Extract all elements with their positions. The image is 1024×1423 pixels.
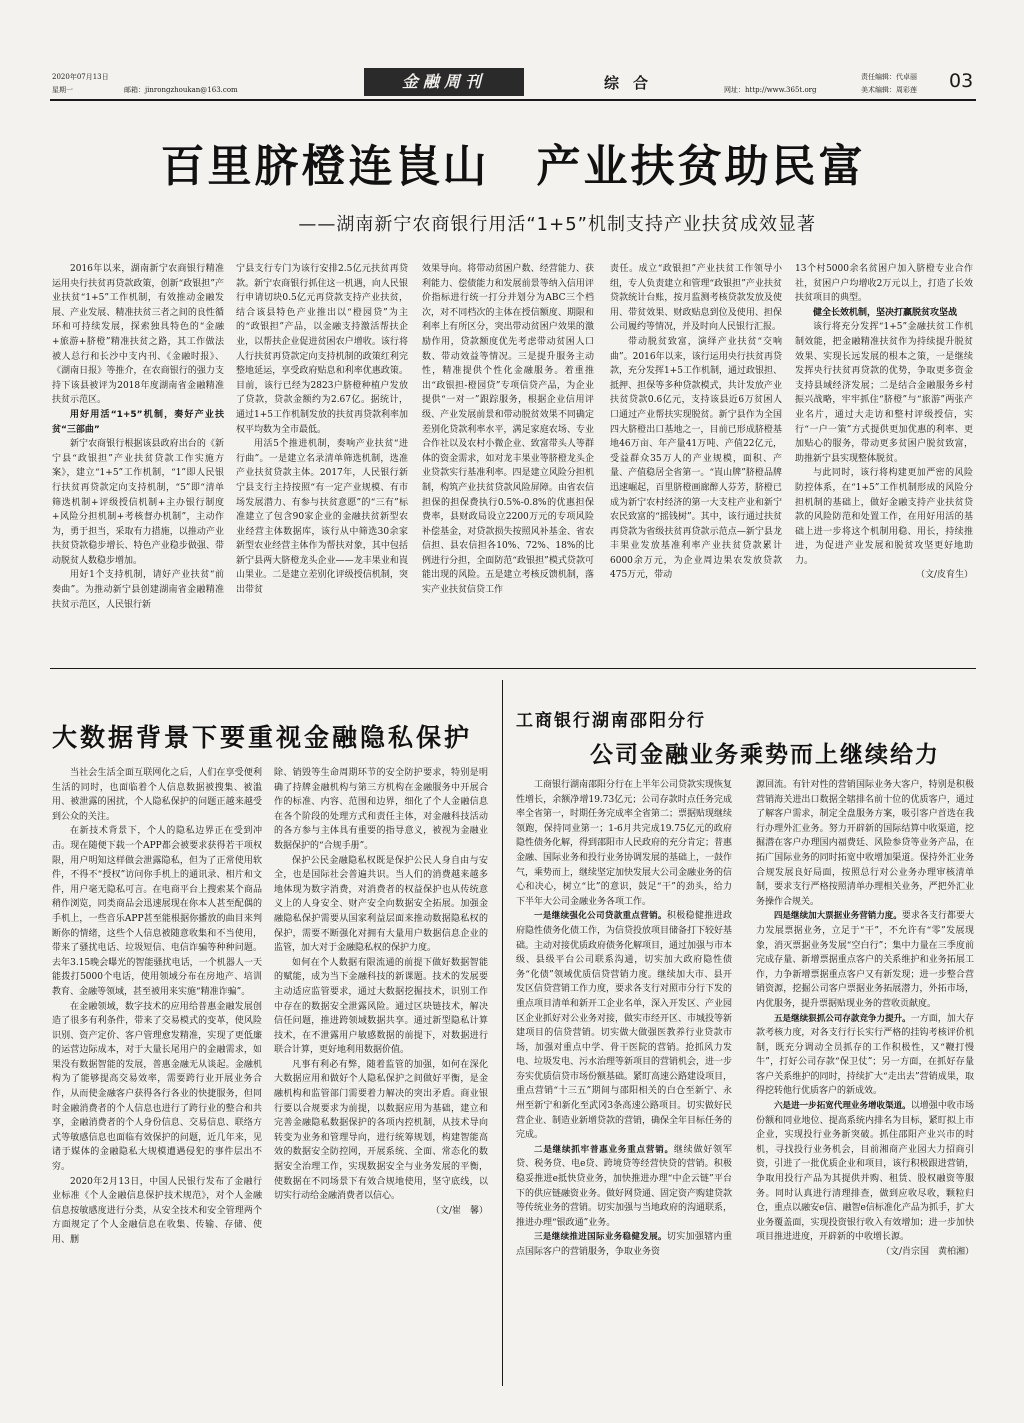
paragraph: 与此同时，该行将构建更加严密的风险防控体系，在“1+5”工作机制形成的风险分担机制的基础上，做好金融支持产业扶贫贷款的风险防范和处置工作，在用好用活的基础上进一步将这个机制用稳、用长，持续推进，为促进产业发展和脱贫攻坚更好地助力。 <box>795 468 973 566</box>
byline: （文/崔 馨） <box>430 1205 488 1216</box>
page-number: 03 <box>949 70 974 92</box>
paragraph: 责任。成立“政银担”产业扶贫工作领导小组，专人负责建立和管理“政银担”产业扶贫贷款统计台账，按月监测考核贷款发放及使用、带贫效果、财政贴息到位及使用、担保公司履约等情况，并及时向人民银行汇报。 <box>610 264 782 333</box>
paragraph: 带动脱贫致富，演绎产业扶贫“交响曲”。2016年以来，该行运用央行扶贫再贷款，充分发挥1+5工作机制，通过政银担、抵押、担保等多种贷款模式，共计发放产业扶贫贷款0.6亿元，支持该县近6万贫困人口通过产业帮扶实现脱贫。新宁县作为全国四大脐橙出口基地之一，目前已形成脐橙基地46万亩、年产量41万吨、产值22亿元，受益群众35万人的产业规模，面积、产量、产值稳居全省第一。“崀山牌”脐橙品牌迅速崛起，百里脐橙画廊醉人芬芳，脐橙已成为新宁农村经济的第一大支柱产业和新宁农民致富的“摇钱树”。其中，该行通过扶贫再贷款为省级扶贫再贷款示范点—新宁县龙丰果业发放基准利率产业扶贫贷款累计6000余万元，为企业周边果农发放贷款475万元，带动 <box>610 336 782 581</box>
article-headline: 公司金融业务乘势而上继续给力 <box>590 742 940 768</box>
paragraph: 在新技术背景下，个人的隐私边界正在受到冲击。现在随便下载一个APP都会被要求获得若干项权限，用户明知这样做会泄露隐私，但为了正常使用软件，不得不“授权”访问你手机上的通讯录、相片和文件，用户毫无隐私可言。在电商平台上搜索某个商品稍作浏览，同类商品会迅速展现在你本人甚至配偶的手机上，一些音乐APP甚至能根据你播放的曲目来判断你的情绪，这些个人信息被随意收集和不当使用，带来了骚扰电话、垃圾短信、电信诈骗等种种问题。去年3.15晚会曝光的智能骚扰电话，一个机器人一天能拨打5000个电话，使用领域分布在房地产、培训教育、金融等领域，甚至被用来实施“精准诈骗”。 <box>52 826 262 997</box>
section-divider <box>50 668 976 669</box>
paper-logo: 金融周刊 <box>364 68 524 96</box>
paragraph: 以增强中收市场份额和同业地位、提高系统内排名为目标，紧盯拟上市企业，实现投行业务新突破。抓住邵阳产业兴市的时机，寻找投行业务机会，目前湘商产业园大力招商引资，引进了一批优质企业和项目，该行积极跟进营销，争取用投行产品为其提供并购、租赁、股权融资等服务。同时认真进行清理排查，做到应收尽收，颗粒归仓，重点以融安e信、融智e信标准化产品为抓手，扩大业务覆盖面，实现投资银行收入有效增加；进一步加快项目推进进度，开辟新的中收增长源。 <box>756 1101 974 1243</box>
lead-subheadline: ——湖南新宁农商银行用活“1+5”机制支持产业扶贫成效显著 <box>298 214 816 235</box>
issue-weekday: 星期一 <box>52 86 73 94</box>
paragraph: 13个村5000余名贫困户加入脐橙专业合作社，贫困户户均增收2万元以上，打造了长效扶贫项目的典型。 <box>795 264 973 304</box>
art-editor-credit: 美术编辑：周彩莲 <box>861 86 917 94</box>
paragraph: 继续做好领军贷、税务贷、电e贷、跨境贷等经营快贷的营销。积极稳妥推进e抵快贷业务，加快推进办理“中企云链”平台下的供应链融资业务。做好网贷通、固定资产购建贷款等传统业务的营销。切实加强与当地政府的沟通联系，推进办理“银政通”业务。 <box>516 1144 732 1228</box>
editor-credit: 责任编辑：代卓丽 <box>861 73 917 81</box>
subheading: 三是继续推进国际业务稳健发展。 <box>534 1232 667 1243</box>
privacy-column-1 <box>52 766 262 1378</box>
paragraph: 保护公民金融隐私权既是保护公民人身自由与安全，也是国际社会普遍共识。当人们的消费越来越多地体现为数字消费，对消费者的权益保护也从传统意义上的人身安全、财产安全向数据安全拓展。加强金融隐私保护需要从国家利益层面来推动数据隐私权的保护，需要不断强化对拥有大量用户数据信息企业的监管，加大对于金融隐私权的保护力度。 <box>274 855 488 954</box>
article-kicker: 工商银行湖南邵阳分行 <box>516 711 706 731</box>
lead-column-1 <box>52 262 224 660</box>
paragraph: 要求各支行都要大力发展票据业务，立足于“干”，不允许有“零”发展现象，消灭票据业务发展“空白行”；集中力量在三季度前完成存量、新增票据重点客户的关系维护和业务拓展工作，力争新增票据重点客户又有新发现；进一步整合营销资源，挖掘公司客户票据业务拓展潜力，外拓市场，内优服务，提升票据贴现业务的营收贡献度。 <box>756 911 974 1009</box>
paragraph: 如何在个人数据有限流通的前提下做好数据智能的赋能，成为当下金融科技的新课题。技术的发展要主动适应监管要求，通过大数据挖掘技术，识别工作中存在的数据安全泄露风险。通过区块链技术，解决信任问题，推进跨领域数据共享。通过新型隐私计算技术，在不泄露用户敏感数据的前提下，对数据进行联合计算，更好地利用数据价值。 <box>274 957 488 1056</box>
lead-column-3 <box>422 262 594 660</box>
subheading: 六是进一步拓宽代理业务增收渠道。 <box>774 1101 911 1112</box>
paragraph: 凡事有利必有弊，随着监管的加强，如何在深化大数据应用和做好个人隐私保护之间做好平衡，是金融机构和监管部门需要着力解决的突出矛盾。商业银行要以合规要求为前提，以数据应用为基础，建立和完善金融隐私数据保护的各项内控机制，从技术导向转变为业务和管理导向，进行统筹规划，构建智能高效的数据安全防控网，开展系统、全面、常态化的数据安全治理工作，实现数据安全与业务发展的平衡，使数据在不同场景下有效合规地使用，坚守底线，以切实行动给金融消费者以信心。 <box>274 1059 488 1202</box>
subheading: 五是继续狠抓公司存款竞争力提升。 <box>774 1013 911 1024</box>
column-divider <box>502 680 503 1386</box>
paragraph: 工商银行湖南邵阳分行在上半年公司贷款实现恢复性增长，余额净增19.73亿元；公司存款时点任务完成率全省第一，时期任务完成率全省第二；票据贴现继续领跑，保持同业第一；1-6月共完成19.75亿元的政府隐性债务化解，得到邵阳市人民政府的充分肯定；普惠金融、国际业务和投行业务协调发展的基础上，一鼓作气，乘势而上，继续坚定加快发展大公司金融业务的信心和决心，树立“比”的意识，鼓足“干”的劲头，给力下半年大公司金融业务各项工作。 <box>516 780 732 907</box>
website: 网址：http://www.365t.org <box>724 86 817 94</box>
icbc-column-1 <box>516 778 732 1378</box>
masthead-rule <box>50 99 976 101</box>
paragraph: 2016年以来，湖南新宁农商银行精准运用央行扶贫再贷款政策，创新“政银担”产业扶贫“1+5”工作机制，有效推动金融发展、产业发展、精准扶贫三者之间的良性循环和可持续发展，探索独具特色的“金融+旅游+脐橙”精准扶贫之路，其工作做法被人总行和长沙中支内刊、《金融时报》、《湖南日报》等推介，在农商银行的强力支持下该县被评为2018年度湖南省金融精准扶贫示范区。 <box>52 264 224 406</box>
masthead <box>52 68 976 98</box>
subheading: 二是继续抓牢普惠业务重点营销。 <box>534 1144 674 1155</box>
article-headline: 大数据背景下要重视金融隐私保护 <box>52 723 473 752</box>
byline: （文/肖宗国 黄柏湘） <box>880 1247 974 1257</box>
issue-date: 2020年07月13日 <box>52 73 109 81</box>
paragraph: 该行将充分发挥“1+5”金融扶贫工作机制效能，把金融精准扶贫作为持续提升脱贫效果、实现长远发展的根本之策，一是继续发挥央行扶贫再贷款的优势，争取更多资金支持县域经济发展；二是结合金融服务乡村振兴战略，牢牢抓住“脐橙”与“旅游”两张产业名片，通过大走访和整村评级授信，实行“一户一策”方式提供更加优惠的利率、更加贴心的服务，带动更多贫困户脱贫致富，助推新宁县实现整体脱贫。 <box>795 322 973 464</box>
section-heading: 健全长效机制，坚决打赢脱贫攻坚战 <box>813 307 958 318</box>
paragraph: 除、销毁等生命周期环节的安全防护要求，特别是明确了持牌金融机构与第三方机构在金融服务中开展合作的标准、内容、范围和边界，细化了个人金融信息在各个阶段的处理方式和责任主体，对金融科技活动的各方参与主体具有重要的指导意义，被视为金融业数据保护的“合规手册”。 <box>274 768 488 851</box>
icbc-column-2 <box>756 778 974 1378</box>
subheading: 四是继续加大票据业务营销力度。 <box>774 911 902 922</box>
privacy-column-2 <box>274 766 488 1378</box>
section-name: 综合 <box>604 74 663 92</box>
lead-column-2 <box>236 262 408 660</box>
paragraph: 用活5个推进机制，奏响产业扶贫“进行曲”。一是建立名录清单筛选机制，选准产业扶贫贷款主体。2017年，人民银行新宁县支行主持按照“有一定产业规模、有市场发展潜力、有参与扶贫意愿”的“三有”标准建立了包含90家企业的金融扶贫新型农业经营主体数据库，该行从中筛选30余家新型农业经营主体作为帮扶对象，其中包括新宁县两大脐橙龙头企业——龙丰果业和崀山果业。二是建立差别化评级授信机制，突出带贫 <box>236 439 408 596</box>
contact-email: 邮箱：jinrongzhoukan@163.com <box>124 86 238 94</box>
lead-column-5 <box>795 262 973 660</box>
lead-headline: 百里脐橙连崀山 产业扶贫助民富 <box>160 141 866 192</box>
section-heading: 用好用活“1+5”机制，奏好产业扶贫“三部曲” <box>52 409 224 435</box>
paragraph: 一方面，加大存款考核力度，对各支行行长实行严格的挂钩考核评价机制，既充分调动全员抓存的工作积极性，又“鞭打慢牛”，打好公司存款“保卫仗”；另一方面，在抓好存量客户关系维护的同时，持续扩大“走出去”营销成果，取得挖转他行优质客户的新成效。 <box>756 1013 974 1097</box>
paragraph: 宁县支行专门为该行安排2.5亿元扶贫再贷款。新宁农商银行抓住这一机遇，向人民银行申请切块0.5亿元再贷款支持产业扶贫，结合该县特色产业推出以“橙园贷”为主的“政银担”产品，以金融支持激活帮扶企业，以帮扶企业促进贫困农户增收。该行将人行扶贫再贷款定向支持机制的政策红利完整地延运，享受政府贴息和利率优惠政策。目前，该行已经为2823户脐橙种植户发放了贷款，贷款金额约为2.67亿。据统计，通过1+5工作机制发放的扶贫再贷款利率加权平均数为全市最低。 <box>236 264 408 435</box>
paragraph: 用好1个支持机制，请好产业扶贫“前奏曲”。为推动新宁县创建湖南省金融精准扶贫示范区，人民银行新 <box>52 570 224 610</box>
paragraph: 切实加强辖内重点国际客户的营销服务，争取业务资 <box>516 1232 732 1257</box>
paragraph: 源回流。有针对性的营销国际业务大客户，特别是积极营销海关进出口数据全辖排名前十位的优质客户，通过了解客户需求，制定全盘服务方案，吸引客户首选在我行办理外汇业务。努力开辟新的国际结算中收渠道，挖掘潜在客户办理国内福费廷、风险参贷等业务产品，在拓广国际业务的同时拓宽中收增加渠道。保持外汇业务合规发展良好局面，按照总行对公业务办理审核清单制，要求支行严格按照清单办理相关业务，严把外汇业务操作合规关。 <box>756 780 974 907</box>
paragraph: 当社会生活全面互联网化之后，人们在享受便利生活的同时，也面临着个人信息数据被搜集、被滥用、被泄露的困扰，个人隐私保护的问题正越来越受到公众的关注。 <box>52 768 262 822</box>
paragraph: 效果导向。将带动贫困户数、经营能力、获利能力、偿债能力和发展前景等纳入信用评价指标进行统一打分并划分为ABC三个档次，对不同档次的主体在授信额度、期限和利率上有所区分，突出带动贫困户效果的激励作用，贷款额度优先考虑带动贫困人口数、带动效益等情况。三是提升服务主动性，精准提供个性化金融服务。着重推出“政银担-橙园贷”专项信贷产品，为企业提供“一对一”跟踪服务，根据企业信用评级、产业发展前景和带动脱贫效果不同确定差别化贷款利率水平，满足家庭农场、专业合作社以及农村小微企业、致富带头人等群体的资金需求，如对龙丰果业等脐橙龙头企业贷款实行基准利率。四是建立风险分担机制，构筑产业扶贫贷款风险屏障。由省农信担保的担保费执行0.5%-0.8%的优惠担保费率，县财政局设立2200万元的专项风险补偿基金，对贷款损失按照风补基金、省农信担、县农信担各10%、72%、18%的比例进行分担，全面防范“政银担”模式贷款可能出现的风险。五是建立考核反馈机制，落实产业扶贫信贷工作 <box>422 264 594 596</box>
paragraph: 2020年2月13日，中国人民银行发布了金融行业标准《个人金融信息保护技术规范》，对个人金融信息按敏感度进行分类，从安全技术和安全管理两个方面规定了个人金融信息在收集、传输、存储、使用、删 <box>52 1176 262 1245</box>
byline: （文/皮育生） <box>915 570 973 581</box>
paragraph: 新宁农商银行根据该县政府出台的《新宁县“政银担”产业扶贫贷款工作实施方案》，建立“1+5”工作机制，“1”即人民银行扶贫再贷款定向支持机制，“5”即“清单筛选机制+评级授信机制+主办银行制度+风险分担机制+考核督办机制”，主动作为，勇于担当，采取有力措施，以推动产业扶贫贷款稳步增长、特色产业稳步做强、带动脱贫人数稳步增加。 <box>52 439 224 566</box>
subheading: 一是继续强化公司贷款重点营销。 <box>534 911 667 922</box>
lead-column-4 <box>610 262 782 660</box>
paragraph: 在金融领域，数字技术的应用给普惠金融发展创造了很多有利条件，带来了交易模式的变革，使风险识别、资产定价、客户管理愈发精准，实现了更低廉的运营边际成本，对于大量长尾用户的金融需求，如果没有数据智能的发展，普惠金融无从谈起。金融机构为了能够提高交易效率，需要跨行业开展业务合作，从而使金融客户获得各行各业的快捷服务，但同时金融消费者的个人信息也进行了跨行业的整合和共享，金融消费者的个人身份信息、交易信息、联络方式等敏感信息也面临有效保护的问题，近几年来，见诸于媒体的金融隐私大规模遭遇侵犯的事件层出不穷。 <box>52 1001 262 1173</box>
paragraph: 积极稳健推进政府隐性债务化债工作，为信贷投放项目储备打下较好基础。主动对接优质政府债务化解项目，通过加强与市本级、县级平台公司联系沟通，切实加大政府隐性债务“化债”领域优质信贷营销力度。继续加大市、县开发区信贷营销工作力度，要求各支行对照市分行下发的重点项目清单和新开工企业名单，深入开发区、产业园区企业抓好对公业务对接，做实市经开区、市城投等新建项目的信贷营销。切实做大做强医教养行业贷款市场，加强对重点中学、骨干医院的营销。抢抓风力发电、垃圾发电、污水治理等新项目的营销机会，进一步夯实优质信贷市场份额基础。紧盯高速公路建设项目，重点营销“十三五”期间与邵阳相关的白仓至新宁、永州至新宁和新化至武冈3条高速公路项目。切实做好民营企业、制造业新增贷款的营销，确保全年目标任务的完成。 <box>516 911 732 1141</box>
